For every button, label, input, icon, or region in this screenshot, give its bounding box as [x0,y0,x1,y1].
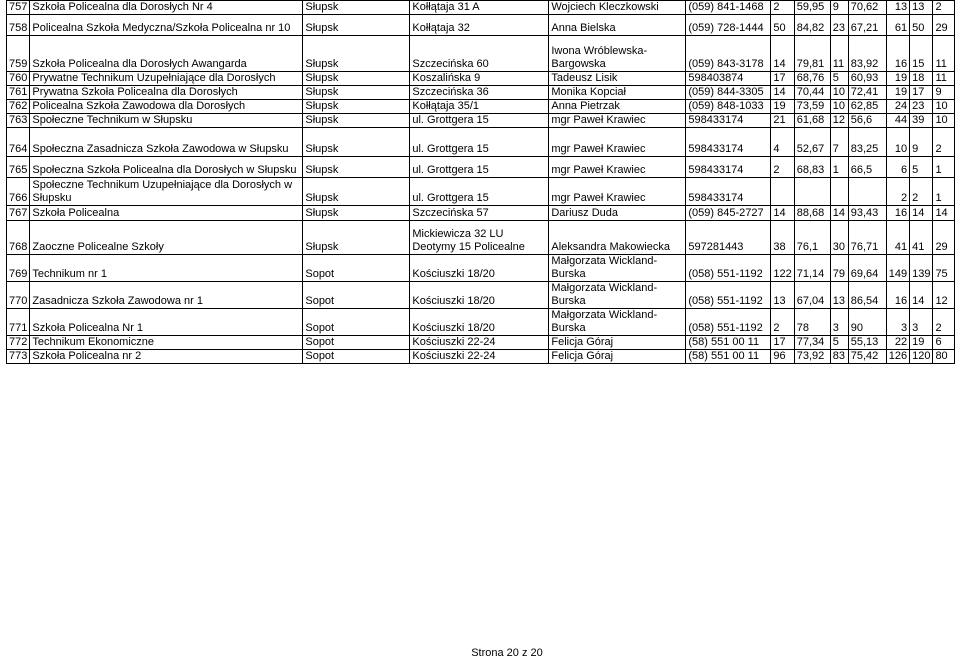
value-3: 12 [830,114,848,128]
value-5: 13 [886,1,909,15]
value-5: 3 [886,309,909,336]
value-4: 75,42 [848,350,886,364]
value-2: 73,92 [794,350,830,364]
value-6: 139 [910,255,933,282]
value-1 [771,178,794,206]
value-1: 96 [771,350,794,364]
phone: 597281443 [686,221,771,255]
value-7: 29 [933,15,955,36]
value-4: 90 [848,309,886,336]
value-3: 1 [830,157,848,178]
city: Słupsk [303,72,410,86]
row-number: 769 [7,255,30,282]
value-2: 73,59 [794,100,830,114]
value-1: 17 [771,336,794,350]
school-name: Szkoła Policealna dla Dorosłych Awangarda [30,36,303,72]
row-number: 760 [7,72,30,86]
table-row [7,157,955,178]
city: Słupsk [303,100,410,114]
value-2: 88,68 [794,206,830,221]
row-number: 761 [7,86,30,100]
value-2: 76,1 [794,221,830,255]
value-7: 1 [933,157,955,178]
phone: (059) 844-3305 [686,86,771,100]
table-row [7,86,955,100]
table-row [7,15,955,36]
phone: (58) 551 00 11 [686,350,771,364]
value-4: 67,21 [848,15,886,36]
value-4: 72,41 [848,86,886,100]
value-6: 41 [910,221,933,255]
value-3: 5 [830,336,848,350]
city: Słupsk [303,221,410,255]
value-5: 19 [886,72,909,86]
address: Szczecińska 57 [410,206,549,221]
table-row [7,336,955,350]
address: Mickiewicza 32 LU Deotymy 15 Policealne [410,221,549,255]
value-4: 76,71 [848,221,886,255]
value-7: 1 [933,178,955,206]
row-number: 767 [7,206,30,221]
city: Sopot [303,282,410,309]
phone: (059) 728-1444 [686,15,771,36]
director: Anna Bielska [549,15,686,36]
value-2: 67,04 [794,282,830,309]
value-3: 30 [830,221,848,255]
value-1: 14 [771,36,794,72]
table-row [7,221,955,255]
value-3: 11 [830,36,848,72]
value-4: 56,6 [848,114,886,128]
value-5: 16 [886,206,909,221]
table-body [7,1,955,364]
phone: 598433174 [686,157,771,178]
value-6: 9 [910,128,933,157]
page-footer [0,647,960,659]
row-number: 771 [7,309,30,336]
phone: (059) 848-1033 [686,100,771,114]
school-name: Szkoła Policealna Nr 1 [30,309,303,336]
address: Szczecińska 60 [410,36,549,72]
school-name: Technikum nr 1 [30,255,303,282]
value-4: 62,85 [848,100,886,114]
director: Anna Pietrzak [549,100,686,114]
table-row [7,178,955,206]
table-row [7,100,955,114]
value-1: 14 [771,86,794,100]
value-6: 19 [910,336,933,350]
table-row [7,282,955,309]
value-7: 11 [933,72,955,86]
city: Słupsk [303,1,410,15]
address: ul. Grottgera 15 [410,128,549,157]
address: Kościuszki 22-24 [410,350,549,364]
director: mgr Paweł Krawiec [549,114,686,128]
phone: 598433174 [686,128,771,157]
city: Słupsk [303,86,410,100]
value-4: 55,13 [848,336,886,350]
address: Kościuszki 18/20 [410,309,549,336]
value-2: 68,83 [794,157,830,178]
value-3: 13 [830,282,848,309]
school-name: Społeczne Technikum Uzupełniające dla Dorosłych w Słupsku [30,178,303,206]
value-7: 10 [933,114,955,128]
address: ul. Grottgera 15 [410,157,549,178]
value-3: 14 [830,206,848,221]
value-3: 5 [830,72,848,86]
table-row [7,309,955,336]
value-1: 50 [771,15,794,36]
address: Kołłątaja 31 A [410,1,549,15]
school-name: Technikum Ekonomiczne [30,336,303,350]
value-6: 3 [910,309,933,336]
value-7: 10 [933,100,955,114]
school-name: Zasadnicza Szkoła Zawodowa nr 1 [30,282,303,309]
director: Tadeusz Lisik [549,72,686,86]
school-name: Prywatna Szkoła Policealna dla Dorosłych [30,86,303,100]
row-number: 762 [7,100,30,114]
phone: (059) 843-3178 [686,36,771,72]
value-5: 10 [886,128,909,157]
address: Kościuszki 22-24 [410,336,549,350]
value-4: 70,62 [848,1,886,15]
director: Monika Kopciał [549,86,686,100]
value-3: 83 [830,350,848,364]
table-row [7,350,955,364]
school-name: Zaoczne Policealne Szkoły [30,221,303,255]
value-7: 14 [933,206,955,221]
value-4: 69,64 [848,255,886,282]
address: ul. Grottgera 15 [410,114,549,128]
city: Słupsk [303,178,410,206]
director: Felicja Góraj [549,336,686,350]
director: mgr Paweł Krawiec [549,157,686,178]
value-5: 61 [886,15,909,36]
school-name: Szkoła Policealna dla Dorosłych Nr 4 [30,1,303,15]
phone: (058) 551-1192 [686,282,771,309]
director: Małgorzata Wickland-Burska [549,255,686,282]
value-4: 66,5 [848,157,886,178]
director: Aleksandra Makowiecka [549,221,686,255]
value-7: 12 [933,282,955,309]
address: Kołłątaja 35/1 [410,100,549,114]
value-1: 21 [771,114,794,128]
school-name: Społeczna Szkoła Policealna dla Dorosłych w Słupsku [30,157,303,178]
table-row [7,128,955,157]
value-4 [848,178,886,206]
phone: (058) 551-1192 [686,309,771,336]
city: Słupsk [303,157,410,178]
value-1: 4 [771,128,794,157]
value-3: 10 [830,100,848,114]
row-number: 766 [7,178,30,206]
value-1: 2 [771,309,794,336]
phone: (058) 551-1192 [686,255,771,282]
value-1: 19 [771,100,794,114]
phone: (58) 551 00 11 [686,336,771,350]
page-number: Strona 20 z 20 [471,647,543,659]
value-6: 13 [910,1,933,15]
row-number: 763 [7,114,30,128]
value-3: 7 [830,128,848,157]
table-row [7,114,955,128]
value-1: 14 [771,206,794,221]
address: Koszalińska 9 [410,72,549,86]
value-2: 52,67 [794,128,830,157]
value-1: 38 [771,221,794,255]
value-1: 2 [771,1,794,15]
value-2: 68,76 [794,72,830,86]
value-6: 14 [910,282,933,309]
phone: (059) 841-1468 [686,1,771,15]
value-5: 41 [886,221,909,255]
value-3: 79 [830,255,848,282]
table-row [7,1,955,15]
value-5: 24 [886,100,909,114]
city: Sopot [303,350,410,364]
value-5: 6 [886,157,909,178]
address: Kościuszki 18/20 [410,255,549,282]
value-2: 59,95 [794,1,830,15]
address: Szczecińska 36 [410,86,549,100]
value-2: 61,68 [794,114,830,128]
row-number: 764 [7,128,30,157]
value-1: 17 [771,72,794,86]
address: Kołłątaja 32 [410,15,549,36]
city: Sopot [303,309,410,336]
value-4: 86,54 [848,282,886,309]
director: mgr Paweł Krawiec [549,128,686,157]
school-name: Społeczna Zasadnicza Szkoła Zawodowa w Słupsku [30,128,303,157]
value-5: 19 [886,86,909,100]
city: Słupsk [303,114,410,128]
director: Małgorzata Wickland-Burska [549,309,686,336]
row-number: 772 [7,336,30,350]
value-6: 50 [910,15,933,36]
value-7: 9 [933,86,955,100]
director: Felicja Góraj [549,350,686,364]
city: Słupsk [303,206,410,221]
value-7: 2 [933,1,955,15]
value-6: 18 [910,72,933,86]
school-name: Prywatne Technikum Uzupełniające dla Dorosłych [30,72,303,86]
value-7: 75 [933,255,955,282]
row-number: 758 [7,15,30,36]
value-3: 23 [830,15,848,36]
value-3: 9 [830,1,848,15]
city: Słupsk [303,15,410,36]
row-number: 759 [7,36,30,72]
phone: 598403874 [686,72,771,86]
city: Sopot [303,255,410,282]
value-2: 79,81 [794,36,830,72]
table-row [7,36,955,72]
value-3: 10 [830,86,848,100]
table-row [7,255,955,282]
director: Iwona Wróblewska-Bargowska [549,36,686,72]
school-name: Społeczne Technikum w Słupsku [30,114,303,128]
row-number: 773 [7,350,30,364]
value-6: 14 [910,206,933,221]
value-7: 6 [933,336,955,350]
row-number: 768 [7,221,30,255]
city: Słupsk [303,128,410,157]
value-7: 2 [933,128,955,157]
value-6: 17 [910,86,933,100]
school-name: Szkoła Policealna nr 2 [30,350,303,364]
value-4: 83,25 [848,128,886,157]
phone: 598433174 [686,114,771,128]
value-5: 16 [886,36,909,72]
value-7: 29 [933,221,955,255]
school-name: Szkoła Policealna [30,206,303,221]
value-2 [794,178,830,206]
address: ul. Grottgera 15 [410,178,549,206]
value-7: 2 [933,309,955,336]
value-2: 70,44 [794,86,830,100]
value-3 [830,178,848,206]
value-6: 39 [910,114,933,128]
phone: (059) 845-2727 [686,206,771,221]
schools-table [6,0,955,364]
value-5: 16 [886,282,909,309]
director: Wojciech Kleczkowski [549,1,686,15]
value-2: 78 [794,309,830,336]
value-5: 22 [886,336,909,350]
address: Kościuszki 18/20 [410,282,549,309]
school-name: Policealna Szkoła Zawodowa dla Dorosłych [30,100,303,114]
value-6: 5 [910,157,933,178]
row-number: 765 [7,157,30,178]
row-number: 757 [7,1,30,15]
value-1: 2 [771,157,794,178]
city: Słupsk [303,36,410,72]
value-2: 77,34 [794,336,830,350]
row-number: 770 [7,282,30,309]
value-2: 71,14 [794,255,830,282]
value-4: 93,43 [848,206,886,221]
value-1: 122 [771,255,794,282]
value-1: 13 [771,282,794,309]
value-5: 44 [886,114,909,128]
value-2: 84,82 [794,15,830,36]
table-row [7,72,955,86]
value-7: 11 [933,36,955,72]
director: Dariusz Duda [549,206,686,221]
value-6: 23 [910,100,933,114]
table-row [7,206,955,221]
value-6: 120 [910,350,933,364]
value-5: 149 [886,255,909,282]
director: Małgorzata Wickland-Burska [549,282,686,309]
phone: 598433174 [686,178,771,206]
school-name: Policealna Szkoła Medyczna/Szkoła Policealna nr 10 [30,15,303,36]
value-5: 2 [886,178,909,206]
value-3: 3 [830,309,848,336]
value-6: 2 [910,178,933,206]
value-5: 126 [886,350,909,364]
director: mgr Paweł Krawiec [549,178,686,206]
value-7: 80 [933,350,955,364]
value-4: 60,93 [848,72,886,86]
value-6: 15 [910,36,933,72]
city: Sopot [303,336,410,350]
value-4: 83,92 [848,36,886,72]
